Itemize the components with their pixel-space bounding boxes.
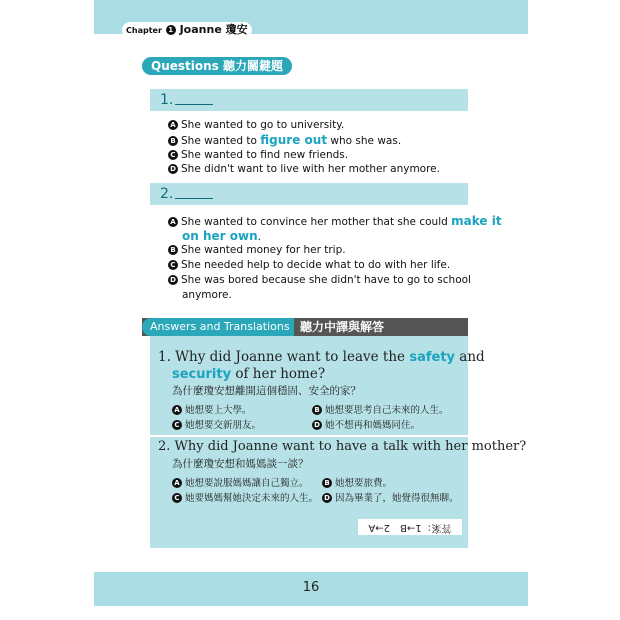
a2-option-a: A 她想要說服媽媽讓自己獨立。 [172,475,309,489]
bottom-band [94,572,528,606]
q2-option-d-cont: anymore. [182,289,232,301]
letter-c-icon: C [172,420,182,430]
q2-option-a: A She wanted to convince her mother that she could make it [168,214,502,229]
q1-option-b: B She wanted to figure out who she was. [168,133,401,148]
answer-2-translation: 為什麼瓊安想和媽媽談一談？ [172,458,309,470]
question-1-number: 1. [160,92,213,108]
letter-b-icon: B [322,478,332,488]
answers-title-en: Answers and Translations [142,318,294,336]
q1-option-a: A She wanted to go to university. [168,118,344,132]
highlight-phrase: figure out [260,133,328,147]
chapter-tag [122,22,252,38]
letter-d-icon: D [168,164,178,174]
letter-c-icon: C [172,493,182,503]
letter-d-icon: D [322,493,332,503]
letter-a-icon: A [172,405,182,415]
a1-option-b: B 她想要思考自己未來的人生。 [312,402,449,416]
answer-key: 答案：1→B 2→A [358,519,462,535]
answer-blank [175,92,213,105]
letter-d-icon: D [168,275,178,285]
a2-option-b: B 她想要旅費。 [322,475,392,489]
a2-option-d: D 因為畢業了，她覺得很無聊。 [322,490,459,504]
question-2-number: 2. [160,186,213,202]
answers-divider [150,435,468,437]
answers-header [142,318,468,336]
letter-b-icon: B [168,245,178,255]
page-number: 16 [302,580,320,595]
a2-option-c: C 她要媽媽幫她決定未來的人生。 [172,490,318,504]
letter-b-icon: B [312,405,322,415]
chapter-label: Chapter [126,26,162,35]
answers-title-zh: 聽力中譯與解答 [300,320,385,334]
q1-option-d: D She didn't want to live with her mother anymore. [168,162,440,176]
a1-option-c: C 她想要交新朋友。 [172,417,261,431]
q1-option-c: C She wanted to find new friends. [168,148,348,162]
answer-1-translation: 為什麼瓊安想離開這個穩固、安全的家？ [172,385,361,397]
answer-1-question-cont: security of her home? [172,366,326,382]
answer-blank [175,186,213,199]
letter-b-icon: B [168,136,178,146]
answer-1-question: 1. Why did Joanne want to leave the safety and [158,349,485,365]
q2-option-b: B She wanted money for her trip. [168,243,346,257]
letter-a-icon: A [168,120,178,130]
q2-option-d: D She was bored because she didn't have to go to school [168,273,471,287]
a1-option-a: A 她想要上大學。 [172,402,252,416]
letter-d-icon: D [312,420,322,430]
letter-c-icon: C [168,260,178,270]
chapter-title: Joanne 瓊安 [179,23,248,36]
q2-option-a-cont: on her own. [182,229,261,243]
letter-c-icon: C [168,150,178,160]
questions-header: Questions 聽力關鍵題 [142,57,292,75]
q2-option-c: C She needed help to decide what to do with her life. [168,258,450,272]
a1-option-d: D 她不想再和媽媽同住。 [312,417,420,431]
answer-2-question: 2. Why did Joanne want to have a talk with her mother? [158,439,527,454]
chapter-number-icon: 1 [166,25,176,35]
letter-a-icon: A [172,478,182,488]
letter-a-icon: A [168,217,178,227]
highlight-phrase: make it [451,214,502,228]
